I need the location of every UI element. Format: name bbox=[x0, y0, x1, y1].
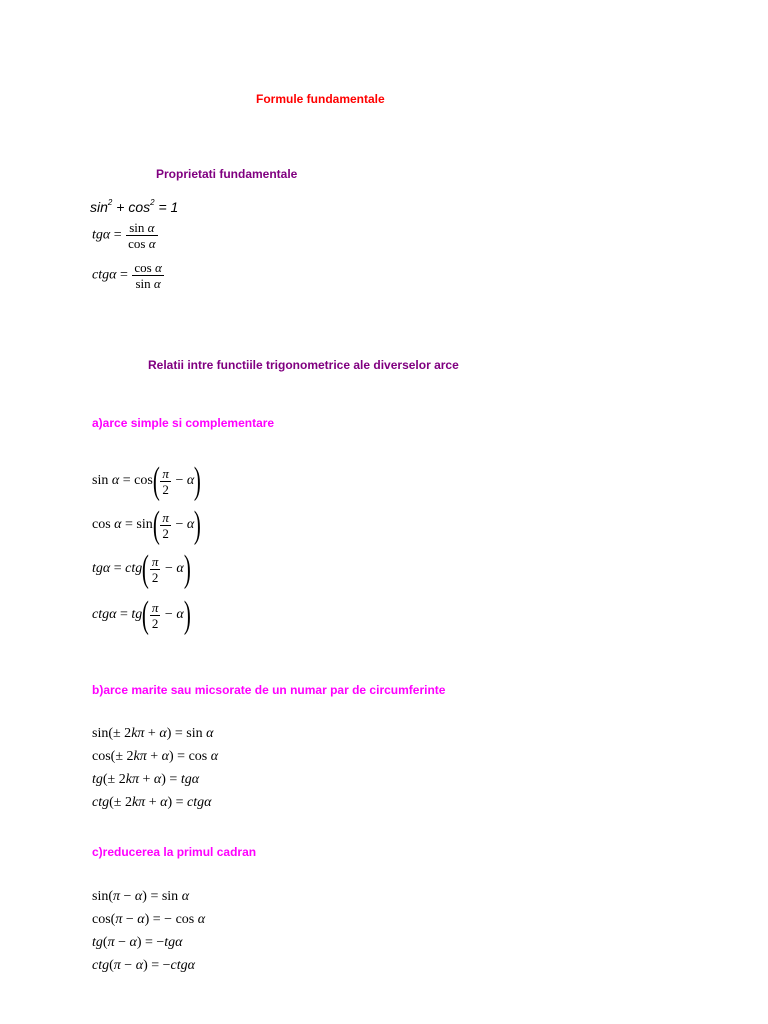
subsection-heading-b: b)arce marite sau micsorate de un numar par de circumferinte bbox=[92, 683, 446, 697]
formula-sin-period: sin(± 2kπ + α) = sin α bbox=[92, 726, 214, 741]
formula-cos-complement: cos α = sin( $\frac{\pi}{2}$ − α) bbox=[92, 504, 202, 546]
document-title: Formule fundamentale bbox=[256, 92, 385, 106]
section-heading-proprietati: Proprietati fundamentale bbox=[156, 167, 298, 181]
section-heading-relatii: Relatii intre functiile trigonometrice ale diverselor arce bbox=[148, 358, 459, 372]
formula-tg-definition: tgα = $\frac{\text{sin α}}{\text{cos α}}$ bbox=[92, 220, 156, 251]
formula-ctg-period: ctg(± 2kπ + α) = ctgα bbox=[92, 795, 212, 810]
formula-ctg-reduction: ctg(π − α) = −ctgα bbox=[92, 958, 195, 973]
formula-sin-reduction: sin(π − α) = sin α bbox=[92, 889, 190, 904]
formula-pythagorean: $\sin^2 + \cos^2 = 1$ bbox=[90, 198, 179, 215]
formula-cos-period: cos(± 2kπ + α) = cos α bbox=[92, 749, 219, 764]
formula-tg-reduction: tg(π − α) = −tgα bbox=[92, 935, 183, 950]
formula-cos-reduction: cos(π − α) = − cos α bbox=[92, 912, 206, 927]
formula-ctg-definition: ctgα = $\frac{\text{cos α}}{\text{sin α}}$ bbox=[92, 260, 162, 291]
subsection-heading-c: c)reducerea la primul cadran bbox=[92, 845, 257, 859]
subsection-heading-a: a)arce simple si complementare bbox=[92, 416, 275, 430]
formula-ctg-complement: ctgα = tg( $\frac{\pi}{2}$ − α) bbox=[92, 594, 191, 636]
formula-tg-period: tg(± 2kπ + α) = tgα bbox=[92, 772, 200, 787]
formula-tg-complement: tgα = ctg( $\frac{\pi}{2}$ − α) bbox=[92, 548, 191, 590]
formula-sin-complement: sin α = cos( $\frac{\pi}{2}$ − α) bbox=[92, 460, 202, 502]
